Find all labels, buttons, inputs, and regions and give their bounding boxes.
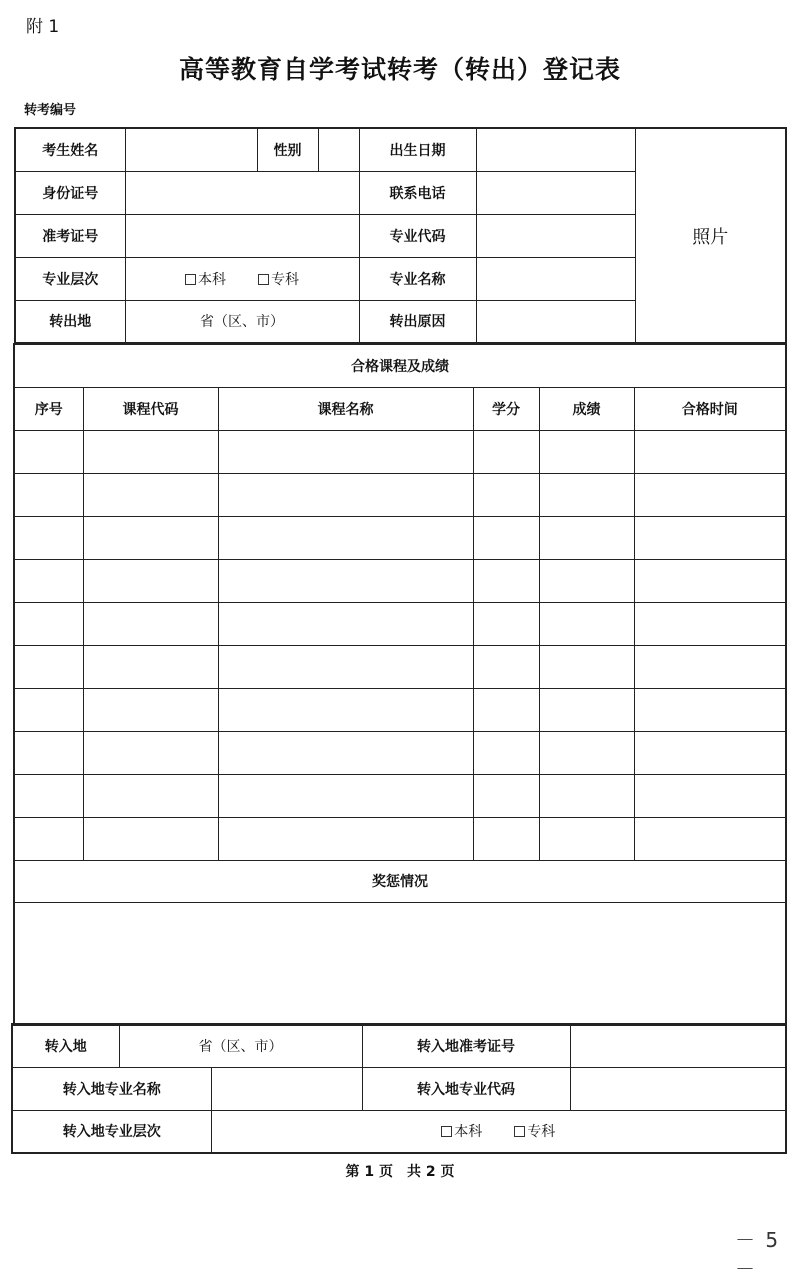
courses-section-title: 合格课程及成绩 <box>14 344 786 387</box>
dest-major-name-field[interactable] <box>211 1067 362 1110</box>
table-cell[interactable] <box>83 688 218 731</box>
destination-field[interactable] <box>119 1024 362 1067</box>
table-row <box>14 731 786 774</box>
destination-placeholder: 省（区、市） <box>198 1038 283 1055</box>
column-header: 序号 <box>14 387 83 430</box>
table-cell[interactable] <box>473 774 539 817</box>
birth-date-label: 出生日期 <box>359 128 476 171</box>
table-cell[interactable] <box>14 516 83 559</box>
table-cell[interactable] <box>473 516 539 559</box>
column-header: 课程代码 <box>83 387 218 430</box>
table-cell[interactable] <box>83 774 218 817</box>
origin-field[interactable] <box>125 300 359 343</box>
table-cell[interactable] <box>218 774 473 817</box>
table-cell[interactable] <box>473 602 539 645</box>
page-info: 第 1 页 共 2 页 <box>345 1164 455 1180</box>
table-cell[interactable] <box>634 602 786 645</box>
table-cell[interactable] <box>539 559 634 602</box>
origin-placeholder: 省（区、市） <box>200 314 284 331</box>
table-cell[interactable] <box>14 430 83 473</box>
gender-field[interactable] <box>318 128 359 171</box>
dest-exam-number-field[interactable] <box>570 1024 786 1067</box>
id-number-field[interactable] <box>125 171 359 214</box>
table-cell[interactable] <box>83 473 218 516</box>
table-row <box>14 774 786 817</box>
dest-major-level-label: 转入地专业层次 <box>12 1110 211 1153</box>
table-cell[interactable] <box>218 645 473 688</box>
table-cell[interactable] <box>473 473 539 516</box>
major-code-label: 专业代码 <box>359 214 476 257</box>
gender-label: 性别 <box>257 128 318 171</box>
table-cell[interactable] <box>218 430 473 473</box>
table-row <box>14 602 786 645</box>
table-cell[interactable] <box>218 731 473 774</box>
major-level-options <box>125 257 359 300</box>
dest-level-option-college[interactable]: 专科 <box>514 1124 555 1140</box>
name-field[interactable] <box>125 128 257 171</box>
column-header: 合格时间 <box>634 387 786 430</box>
table-cell[interactable] <box>634 688 786 731</box>
table-cell[interactable] <box>218 559 473 602</box>
table-cell[interactable] <box>473 817 539 860</box>
table-cell[interactable] <box>539 645 634 688</box>
table-cell[interactable] <box>539 731 634 774</box>
table-cell[interactable] <box>539 430 634 473</box>
table-cell[interactable] <box>634 645 786 688</box>
table-cell[interactable] <box>473 731 539 774</box>
photo-label: 照片 <box>692 226 729 248</box>
table-row <box>14 645 786 688</box>
table-cell[interactable] <box>83 559 218 602</box>
table-cell[interactable] <box>634 473 786 516</box>
id-number-label: 身份证号 <box>15 171 125 214</box>
name-label: 考生姓名 <box>15 128 125 171</box>
table-row <box>14 473 786 516</box>
dest-major-code-field[interactable] <box>570 1067 786 1110</box>
page-title: 高等教育自学考试转考（转出）登记表 <box>178 55 621 84</box>
courses-header-row <box>14 387 786 430</box>
table-row <box>14 430 786 473</box>
table-cell[interactable] <box>634 817 786 860</box>
dest-level-option-undergrad[interactable]: 本科 <box>441 1124 482 1140</box>
table-cell[interactable] <box>14 473 83 516</box>
level-option-undergrad[interactable]: 本科 <box>185 272 226 288</box>
checkbox-icon[interactable] <box>514 1126 525 1137</box>
table-cell[interactable] <box>218 688 473 731</box>
dest-major-code-label: 转入地专业代码 <box>362 1067 570 1110</box>
table-cell[interactable] <box>634 430 786 473</box>
table-cell[interactable] <box>539 774 634 817</box>
destination-label: 转入地 <box>12 1024 119 1067</box>
table-cell[interactable] <box>14 731 83 774</box>
checkbox-icon[interactable] <box>258 274 269 285</box>
transfer-reason-field[interactable] <box>476 300 635 343</box>
table-cell[interactable] <box>218 602 473 645</box>
exam-number-label: 准考证号 <box>15 214 125 257</box>
table-cell[interactable] <box>539 473 634 516</box>
dest-major-name-label: 转入地专业名称 <box>12 1067 211 1110</box>
table-row <box>14 559 786 602</box>
table-cell[interactable] <box>14 559 83 602</box>
table-cell[interactable] <box>539 817 634 860</box>
awards-field[interactable] <box>14 902 786 1025</box>
courses-table <box>13 343 787 1026</box>
major-name-label: 专业名称 <box>359 257 476 300</box>
table-cell[interactable] <box>83 817 218 860</box>
table-cell[interactable] <box>83 645 218 688</box>
page-number: － 5 － <box>735 1228 781 1281</box>
column-header: 课程名称 <box>218 387 473 430</box>
awards-section-title: 奖惩情况 <box>14 860 786 902</box>
major-name-field[interactable] <box>476 257 635 300</box>
table-cell[interactable] <box>473 645 539 688</box>
table-cell[interactable] <box>83 731 218 774</box>
table-cell[interactable] <box>14 817 83 860</box>
table-cell[interactable] <box>473 559 539 602</box>
table-cell[interactable] <box>14 688 83 731</box>
table-cell[interactable] <box>634 731 786 774</box>
table-cell[interactable] <box>218 473 473 516</box>
column-header: 成绩 <box>539 387 634 430</box>
table-cell[interactable] <box>539 602 634 645</box>
table-cell[interactable] <box>218 516 473 559</box>
major-level-label: 专业层次 <box>15 257 125 300</box>
table-cell[interactable] <box>539 688 634 731</box>
dest-major-level-options <box>211 1110 786 1153</box>
table-row <box>14 817 786 860</box>
table-cell[interactable] <box>14 645 83 688</box>
appendix-label: 附 1 <box>26 17 60 37</box>
table-row <box>14 516 786 559</box>
table-cell[interactable] <box>14 602 83 645</box>
checkbox-icon[interactable] <box>185 274 196 285</box>
phone-field[interactable] <box>476 171 635 214</box>
exam-number-field[interactable] <box>125 214 359 257</box>
major-code-field[interactable] <box>476 214 635 257</box>
table-cell[interactable] <box>83 602 218 645</box>
dest-exam-number-label: 转入地准考证号 <box>362 1024 570 1067</box>
column-header: 学分 <box>473 387 539 430</box>
phone-label: 联系电话 <box>359 171 476 214</box>
table-cell[interactable] <box>473 688 539 731</box>
transfer-in-table <box>11 1023 787 1154</box>
photo-box[interactable] <box>635 128 786 343</box>
origin-label: 转出地 <box>15 300 125 343</box>
transfer-reason-label: 转出原因 <box>359 300 476 343</box>
student-info-table <box>14 127 787 344</box>
table-cell[interactable] <box>83 516 218 559</box>
table-cell[interactable] <box>473 430 539 473</box>
table-cell[interactable] <box>634 559 786 602</box>
table-cell[interactable] <box>539 516 634 559</box>
table-cell[interactable] <box>218 817 473 860</box>
table-cell[interactable] <box>83 430 218 473</box>
table-row <box>14 688 786 731</box>
level-option-college[interactable]: 专科 <box>258 272 299 288</box>
table-cell[interactable] <box>14 774 83 817</box>
birth-date-field[interactable] <box>476 128 635 171</box>
checkbox-icon[interactable] <box>441 1126 452 1137</box>
table-cell[interactable] <box>634 774 786 817</box>
serial-number-label: 转考编号 <box>24 103 77 118</box>
table-cell[interactable] <box>634 516 786 559</box>
